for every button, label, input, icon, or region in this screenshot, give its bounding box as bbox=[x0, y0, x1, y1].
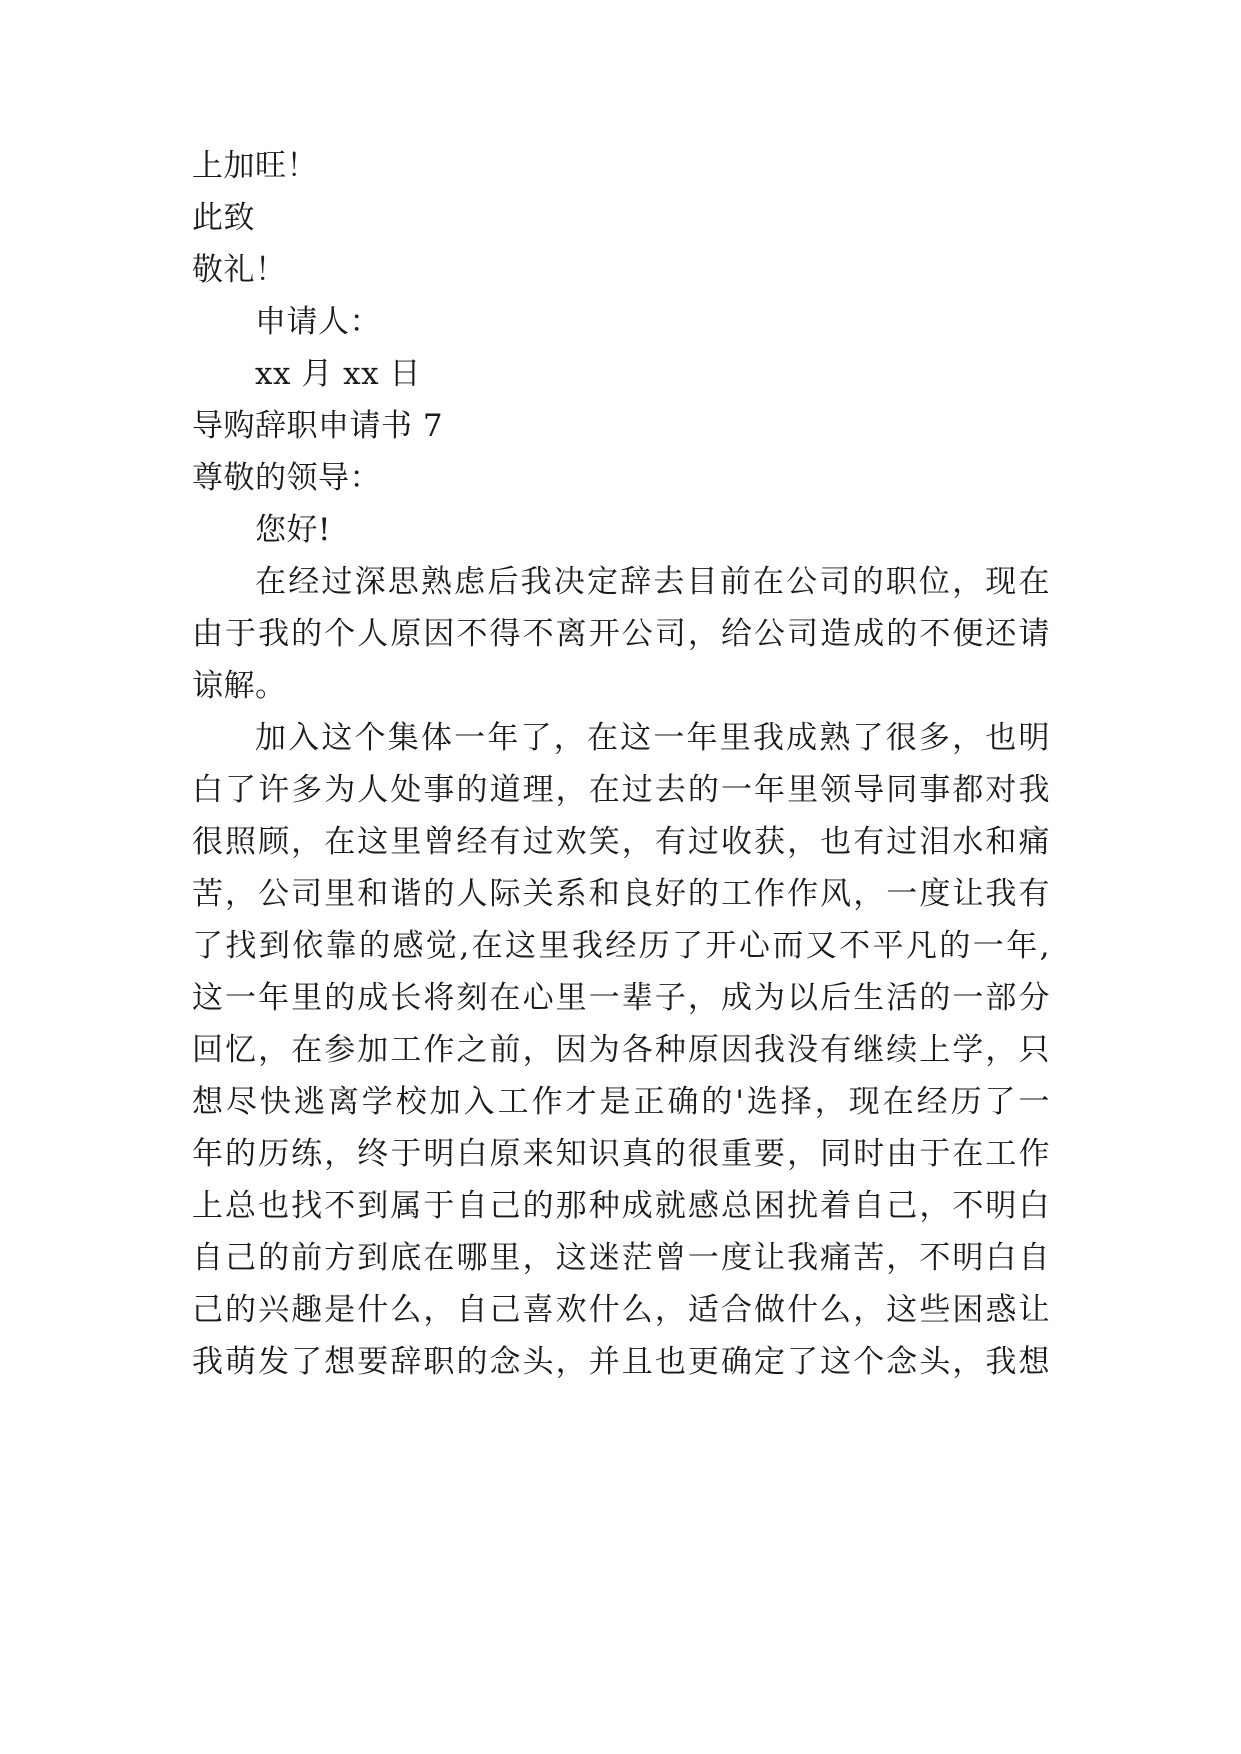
paragraph-2-line: 上总也找不到属于自己的那种成就感总困扰着自己，不明白 bbox=[192, 1188, 1050, 1224]
paragraph-2-line: 自己的前方到底在哪里，这迷茫曾一度让我痛苦，不明白自 bbox=[192, 1240, 1050, 1276]
paragraph-2-line: 很照顾，在这里曾经有过欢笑，有过收获，也有过泪水和痛 bbox=[192, 824, 1050, 860]
paragraph-2-line: 这一年里的成长将刻在心里一辈子，成为以后生活的一部分 bbox=[192, 980, 1050, 1016]
paragraph-2-line: 我萌发了想要辞职的念头，并且也更确定了这个念头，我想 bbox=[192, 1344, 1050, 1380]
paragraph-2-line: 苦，公司里和谐的人际关系和良好的工作作风，一度让我有 bbox=[192, 876, 1050, 912]
paragraph-2-line: 白了许多为人处事的道理，在过去的一年里领导同事都对我 bbox=[192, 772, 1050, 808]
paragraph-2-line: 年的历练，终于明白原来知识真的很重要，同时由于在工作 bbox=[192, 1136, 1050, 1172]
paragraph-2-line: 想尽快逃离学校加入工作才是正确的'选择，现在经历了一 bbox=[192, 1084, 1050, 1120]
paragraph-2-line: 己的兴趣是什么，自己喜欢什么，适合做什么，这些困惑让 bbox=[192, 1292, 1050, 1328]
greeting: 您好! bbox=[255, 512, 331, 548]
paragraph-2-line: 了找到依靠的感觉,在这里我经历了开心而又不平凡的一年, bbox=[192, 928, 1050, 964]
paragraph-1-line: 由于我的个人原因不得不离开公司，给公司造成的不便还请 bbox=[192, 616, 1050, 652]
applicant-label: 申请人： bbox=[255, 304, 381, 340]
closing-line-1: 上加旺！ bbox=[192, 148, 318, 184]
paragraph-1-line: 谅解。 bbox=[192, 668, 287, 704]
date-line: xx 月 xx 日 bbox=[255, 356, 421, 392]
paragraph-2-line: 回忆，在参加工作之前，因为各种原因我没有继续上学，只 bbox=[192, 1032, 1050, 1068]
paragraph-1-line: 在经过深思熟虑后我决定辞去目前在公司的职位，现在 bbox=[255, 564, 1050, 600]
paragraph-2-line: 加入这个集体一年了，在这一年里我成熟了很多，也明 bbox=[255, 720, 1050, 756]
closing-line-2: 此致 bbox=[192, 200, 255, 236]
closing-line-3: 敬礼！ bbox=[192, 252, 287, 288]
document-title: 导购辞职申请书 7 bbox=[192, 408, 444, 444]
salutation: 尊敬的领导： bbox=[192, 460, 381, 496]
